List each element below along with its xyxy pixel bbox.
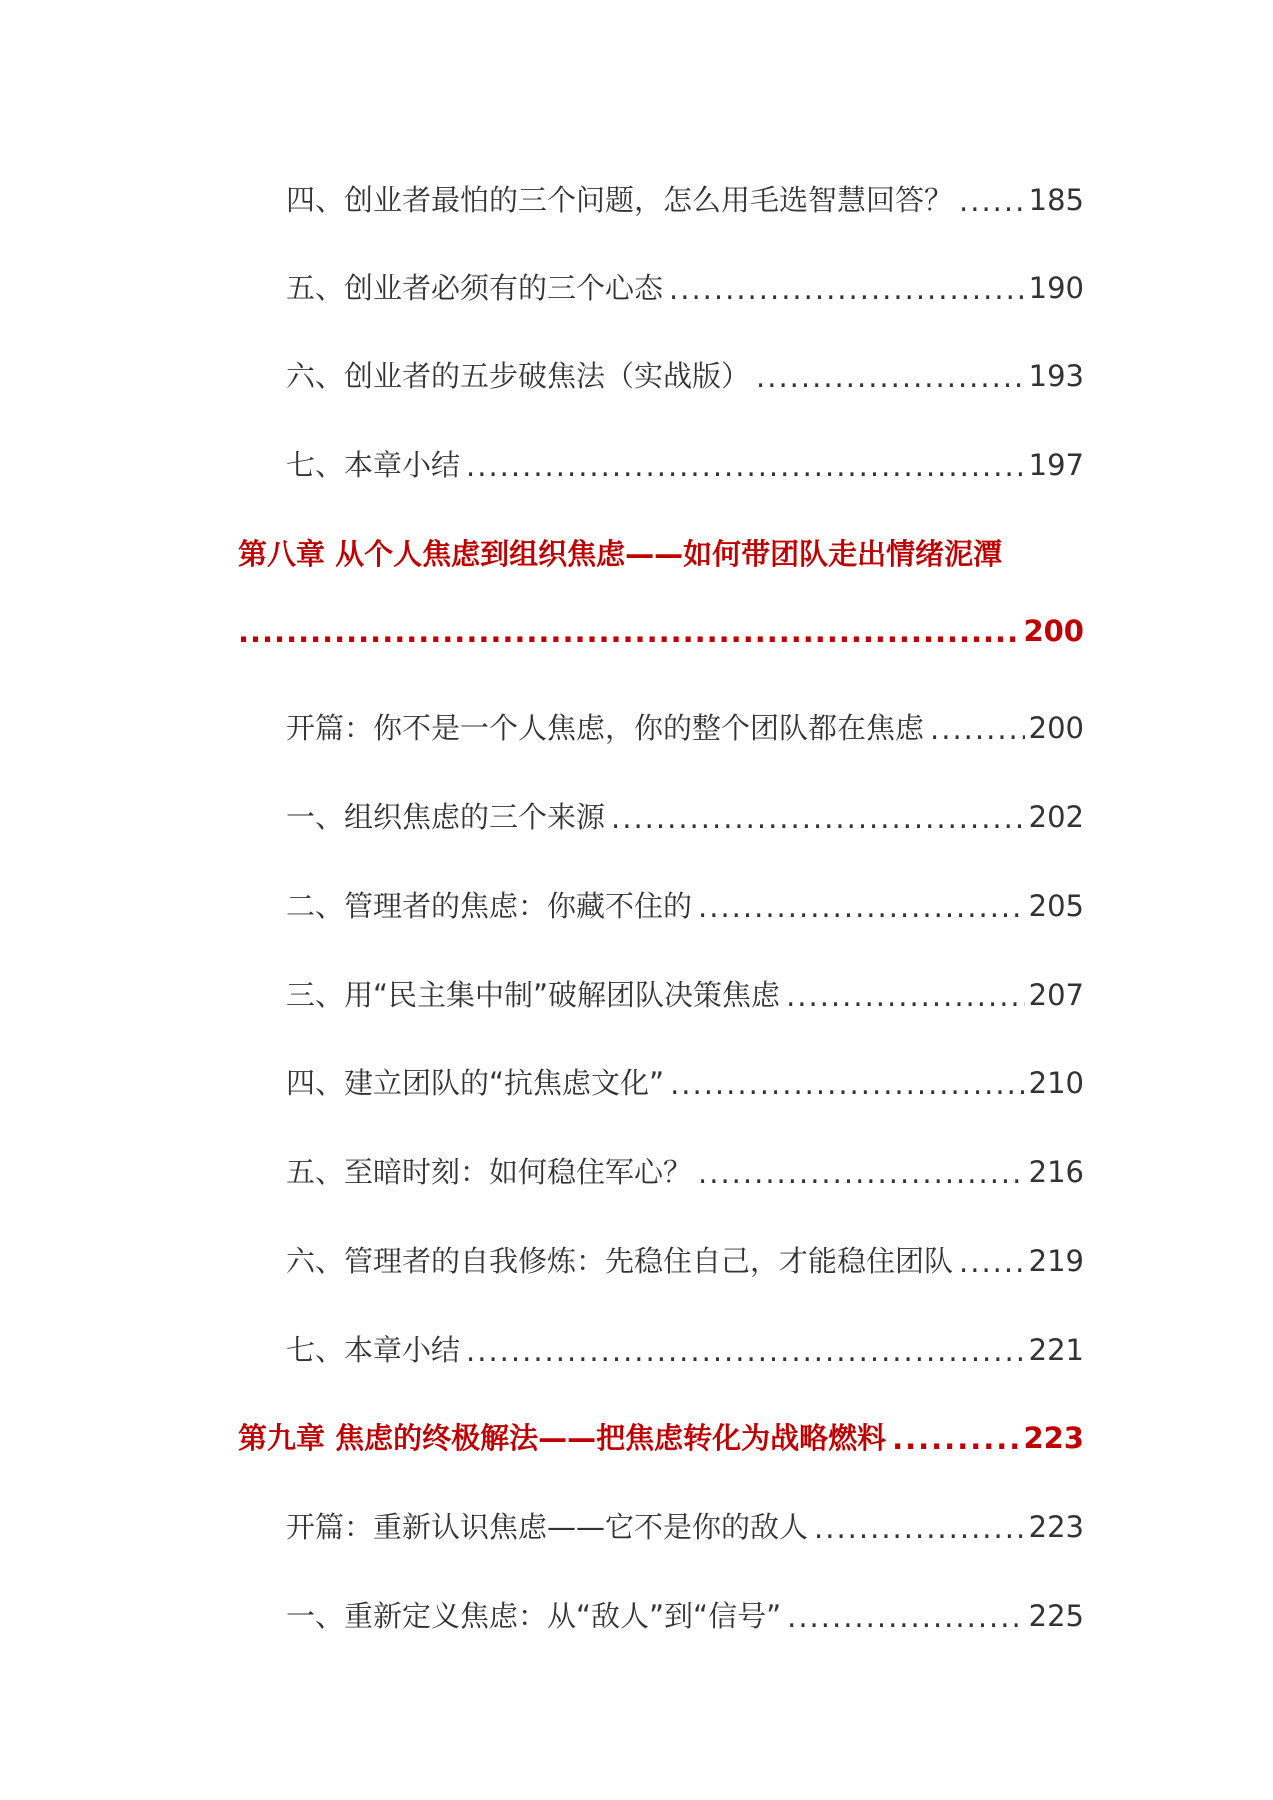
dot-leader [930, 712, 1025, 741]
toc-entry[interactable] [286, 884, 1084, 925]
toc-entry-title: 五、至暗时刻：如何稳住军心？ [286, 1155, 693, 1189]
toc-entry-page: 207 [1028, 978, 1084, 1012]
toc-entry-title: 三、用“民主集中制”破解团队决策焦虑 [286, 978, 781, 1012]
dot-leader [814, 1511, 1025, 1540]
toc-chapter-page-line[interactable] [238, 614, 1084, 648]
toc-chapter-title: 第九章 焦虑的终极解法——把焦虑转化为战略燃料 [238, 1421, 887, 1455]
toc-entry-title: 开篇：重新认识焦虑——它不是你的敌人 [286, 1510, 809, 1544]
dot-leader [698, 1156, 1025, 1185]
toc-entry-page: 202 [1028, 800, 1084, 834]
toc-entry[interactable] [286, 1061, 1084, 1102]
dot-leader [787, 1600, 1025, 1629]
toc-entry-page: 210 [1028, 1066, 1084, 1100]
toc-entry-page: 197 [1028, 448, 1084, 482]
toc-entry[interactable] [286, 1594, 1084, 1635]
toc-entry-title: 四、建立团队的“抗焦虑文化” [286, 1066, 665, 1100]
dot-leader [238, 615, 1019, 644]
toc-entry[interactable] [286, 1328, 1084, 1369]
toc-entry[interactable] [286, 795, 1084, 836]
toc-entry[interactable] [286, 354, 1084, 395]
toc-entry-page: 219 [1028, 1244, 1084, 1278]
toc-entry-title: 六、管理者的自我修炼：先稳住自己，才能稳住团队 [286, 1244, 954, 1278]
toc-entry[interactable] [286, 178, 1084, 219]
toc-entry[interactable] [286, 973, 1084, 1014]
dot-leader [466, 1334, 1025, 1363]
toc-entry-title: 一、重新定义焦虑：从“敌人”到“信号” [286, 1599, 782, 1633]
toc-entry-title: 五、创业者必须有的三个心态 [286, 271, 664, 305]
toc-entry[interactable] [286, 443, 1084, 484]
toc-entry-page: 190 [1028, 271, 1084, 305]
toc-entry-title: 四、创业者最怕的三个问题，怎么用毛选智慧回答？ [286, 183, 954, 217]
toc-entry-page: 216 [1028, 1155, 1084, 1189]
dot-leader [698, 890, 1025, 919]
dot-leader [892, 1422, 1019, 1451]
toc-chapter-heading[interactable] [238, 1416, 1084, 1457]
dot-leader [670, 1067, 1025, 1096]
toc-entry-page: 193 [1028, 359, 1084, 393]
dot-leader [466, 449, 1025, 478]
toc-entry[interactable] [286, 1505, 1084, 1546]
dot-leader [786, 979, 1025, 1008]
toc-entry[interactable] [286, 1150, 1084, 1191]
dot-leader [959, 184, 1025, 213]
dot-leader [756, 360, 1025, 389]
toc-entry-title: 一、组织焦虑的三个来源 [286, 800, 606, 834]
toc-entry-title: 七、本章小结 [286, 1333, 461, 1367]
dot-leader [611, 801, 1025, 830]
dot-leader [959, 1245, 1025, 1274]
toc-chapter-heading[interactable] [238, 532, 1084, 573]
toc-chapter-page: 200 [1023, 614, 1084, 648]
toc-entry-page: 221 [1028, 1333, 1084, 1367]
toc-entry-title: 六、创业者的五步破焦法（实战版） [286, 359, 751, 393]
toc-entry-page: 223 [1028, 1510, 1084, 1544]
toc-chapter-title: 第八章 从个人焦虑到组织焦虑——如何带团队走出情绪泥潭 [238, 537, 1003, 571]
toc-entry[interactable] [286, 1239, 1084, 1280]
toc-entry[interactable] [286, 706, 1084, 747]
toc-entry-page: 200 [1028, 711, 1084, 745]
toc-entry-page: 225 [1028, 1599, 1084, 1633]
toc-entry[interactable] [286, 266, 1084, 307]
toc-entry-page: 185 [1028, 183, 1084, 217]
toc-chapter-page: 223 [1023, 1421, 1084, 1455]
toc-entry-page: 205 [1028, 889, 1084, 923]
toc-entry-title: 二、管理者的焦虑：你藏不住的 [286, 889, 693, 923]
dot-leader [669, 272, 1025, 301]
toc-entry-title: 七、本章小结 [286, 448, 461, 482]
toc-entry-title: 开篇：你不是一个人焦虑，你的整个团队都在焦虑 [286, 711, 925, 745]
